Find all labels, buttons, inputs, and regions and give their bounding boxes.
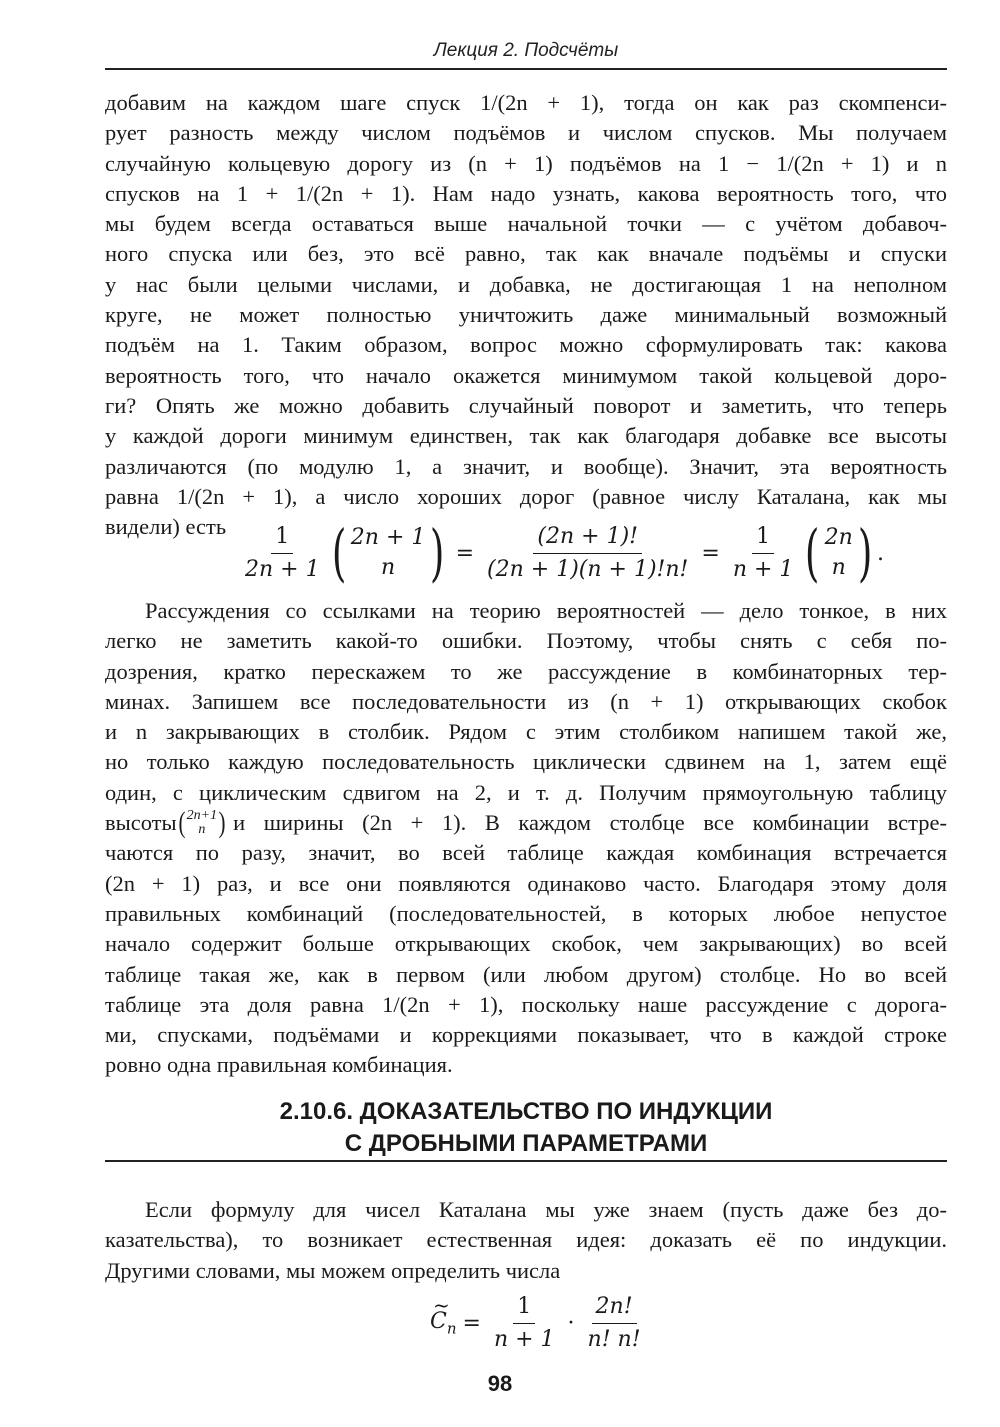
text-line: (2n + 1) раз, и все они появляются одинаково часто. Благодаря этому доля — [105, 870, 947, 896]
text-line: мы будем всегда оставаться выше начальной точки — с учётом добавоч- — [105, 211, 947, 237]
binomial-coefficient: ( 2n n ) — [805, 516, 873, 589]
text-line: рует разность между числом подъёмов и числом спусков. Мы получаем — [105, 120, 947, 146]
text-line: круге, не может полностью уничтожить даже минимальный возможный — [105, 302, 947, 328]
text-line: дозрения, кратко перескажем то же рассуждение в комбинаторных тер- — [105, 658, 947, 684]
text-line: ми, спусками, подъёмами и коррекциями показывает, что в каждой строке — [105, 1022, 947, 1048]
text-line: ного спуска или без, это всё равно, так как вначале подъёмы и спуски — [105, 241, 947, 267]
c-tilde-symbol: ~ $C_n$ — [430, 1309, 457, 1337]
text-line: легко не заметить какой-то ошибки. Поэтому, чтобы снять с себя по- — [105, 628, 947, 654]
text-line: Рассуждения со ссылками на теорию вероятностей — дело тонкое, в них — [145, 598, 947, 623]
fraction: $\frac{1}{2n + 1}$ — [245, 523, 320, 582]
text-line: подъём на 1. Таким образом, вопрос можно сформулировать так: какова — [105, 332, 947, 358]
text-line: у нас были целыми числами, и добавка, не достигающая 1 на неполном — [105, 271, 947, 297]
text-line: высоты ( 2n+1 n ) и ширины (2n + 1). В каждом столбце все комбинации встре- — [105, 806, 947, 840]
text-line: ровно одна правильная комбинация. — [105, 1052, 453, 1078]
fraction: $\frac{1}{n + 1}$ — [732, 523, 794, 582]
catalan-formula: $\frac{1}{2n + 1}$ ( 2n + 1 n ) = $\frac{(2n + 1)!}{(2n + 1)(n + 1)!n!}$ = $\frac{1}{n + 1}$ ( 2n n ) . — [238, 522, 884, 584]
text-line: чаются по разу, значит, во всей таблице каждая комбинация встречается — [105, 840, 947, 866]
text-line: казательства), то возникает естественная идея: доказать её по индукции. — [105, 1227, 947, 1253]
header-rule — [105, 68, 947, 70]
text-line: начало содержит больше открывающих скобок, чем закрывающих) во всей — [105, 931, 947, 957]
paragraph-1 — [105, 88, 947, 542]
running-header: Лекция 2. Подсчёты — [433, 40, 619, 61]
fraction: $\frac{2n!}{n! n!}$ — [587, 1294, 641, 1352]
section-heading: 2.10.6. ДОКАЗАТЕЛЬСТВО ПО ИНДУКЦИИ С ДРОБНЫМИ ПАРАМЕТРАМИ — [279, 1098, 773, 1157]
catalan-definition-formula: ~ $C_n$ = $\frac{1}{n + 1}$ · $\frac{2n!}{n! n!}$ — [430, 1293, 648, 1354]
paragraph-2 — [105, 596, 947, 1081]
text-line: вероятность того, что начало окажется минимумом такой кольцевой доро- — [105, 362, 947, 388]
text-line: один, с циклическим сдвигом на 2, и т. д. Получим прямоугольную таблицу — [105, 779, 947, 805]
text-line: минах. Запишем все последовательности из (n + 1) открывающих скобок — [105, 688, 947, 714]
page-number: 98 — [487, 1371, 513, 1396]
text-line: но только каждую последовательность циклически сдвинем на 1, затем ещё — [105, 749, 947, 775]
text-line: правильных комбинаций (последовательностей, в которых любое непустое — [105, 900, 947, 926]
text-line: у каждой дороги минимум единствен, так как благодаря добавке все высоты — [105, 423, 947, 449]
text-line: равна 1/(2n + 1), а число хороших дорог (равное числу Каталана, как мы — [105, 483, 947, 509]
fraction: $\frac{(2n + 1)!}{(2n + 1)(n + 1)!n!}$ — [487, 523, 689, 582]
text-line: таблице эта доля равна 1/(2n + 1), поскольку наше рассуждение с дорога- — [105, 991, 947, 1017]
text-line: Другими словами, мы можем определить числа — [105, 1257, 561, 1283]
text-line: добавим на каждом шаге спуск 1/(2n + 1), тогда он как раз скомпенси- — [105, 90, 947, 115]
paragraph-3 — [105, 1195, 947, 1286]
inline-binomial: ( 2n+1 n ) — [178, 806, 226, 840]
text-line: таблице такая же, как в первом (или любом другом) столбце. Но во всей — [105, 961, 947, 987]
text-line: спусков на 1 + 1/(2n + 1). Нам надо узнать, какова вероятность того, что — [105, 180, 947, 206]
text-line: различаются (по модулю 1, а значит, и вообще). Значит, эта вероятность — [105, 453, 947, 479]
text-line: и n закрывающих в столбик. Рядом с этим столбиком напишем такой же, — [105, 719, 947, 745]
text-line: Если формулу для чисел Каталана мы уже знаем (пусть даже без до- — [145, 1197, 947, 1222]
fraction: $\frac{1}{n + 1}$ — [493, 1294, 555, 1352]
text-line: видели) есть — [105, 514, 227, 540]
binomial-coefficient: ( 2n + 1 n ) — [331, 516, 445, 589]
text-line: ги? Опять же можно добавить случайный поворот и заметить, что теперь — [105, 392, 947, 418]
section-rule — [105, 1160, 947, 1162]
text-line: случайную кольцевую дорогу из (n + 1) подъёмов на 1 − 1/(2n + 1) и n — [105, 150, 947, 176]
